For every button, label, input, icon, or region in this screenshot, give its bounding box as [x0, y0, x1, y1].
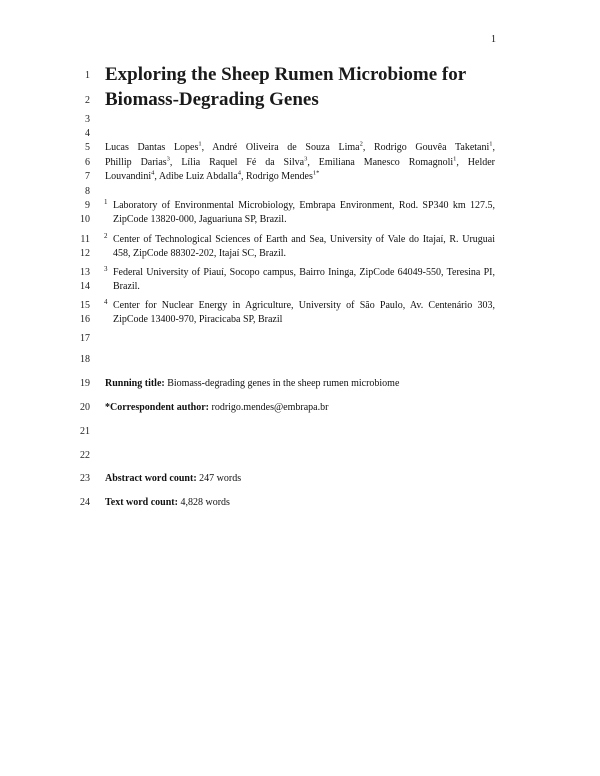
- author-name: Rodrigo Gouvêa Taketani: [373, 142, 490, 153]
- line-number: 1: [85, 70, 90, 81]
- author-affiliation-sup: 1*: [312, 169, 320, 177]
- author-affiliation-sup: 4: [237, 169, 241, 177]
- author-affiliation-sup: 1: [198, 140, 202, 148]
- line-number: 24: [80, 497, 90, 508]
- page-number: 1: [491, 34, 496, 45]
- text-word-count: [105, 497, 495, 508]
- author-affiliation-sup: 3: [166, 155, 170, 163]
- author-affiliation-sup: 2: [359, 140, 363, 148]
- author-name: Louvandini: [105, 171, 152, 182]
- affiliation-line-1: Federal University of Piauí, Socopo campus, Bairro Ininga, ZipCode 64049-550, Teresina PI,: [113, 267, 495, 278]
- line-number: 2: [85, 95, 90, 106]
- line-number: 20: [80, 402, 90, 413]
- author-name: Phillip Darias: [105, 157, 167, 168]
- affiliation-line-2: ZipCode 13400-970, Piracicaba SP, Brazil: [113, 314, 283, 325]
- line-number: 8: [85, 186, 90, 197]
- line-number: 18: [80, 354, 90, 365]
- correspondent-email: rodrigo.mendes@embrapa.br: [208, 402, 329, 413]
- affiliation-line-2: Brazil.: [113, 281, 140, 292]
- line-number: 21: [80, 426, 90, 437]
- author-line-1: Lucas Dantas Lopes$^1$, André Oliveira de Souza Lima$^2$, Rodrigo Gouvêa Taketani$^1$,: [105, 140, 496, 153]
- affiliation-line-2: ZipCode 13820-000, Jaguariuna SP, Brazil.: [113, 214, 287, 225]
- text-count-label: Text word count:: [105, 497, 178, 508]
- abstract-word-count: [105, 473, 495, 484]
- line-number: 10: [80, 214, 90, 225]
- author-name: Helder: [467, 157, 495, 168]
- author-line-2: Phillip Darias$^3$, Lília Raquel Fé da Silva$^3$, Emiliana Manesco Romagnoli$^1$, Helder: [105, 155, 495, 168]
- line-number: 19: [80, 378, 90, 389]
- line-number: 16: [80, 314, 90, 325]
- line-number: 6: [85, 157, 90, 168]
- affiliation-line-1: Center for Nuclear Energy in Agriculture, University of São Paulo, Av. Centenário 303,: [113, 300, 495, 311]
- author-name: Lucas Dantas Lopes: [105, 142, 199, 153]
- author-affiliation-sup: 3: [304, 155, 308, 163]
- author-name: Emiliana Manesco Romagnoli: [318, 157, 454, 168]
- line-number: 5: [85, 142, 90, 153]
- line-number: 13: [80, 267, 90, 278]
- paper-title-line-2: Biomass-Degrading Genes: [105, 89, 319, 110]
- line-number: 14: [80, 281, 90, 292]
- text-count-value: 4,828 words: [177, 497, 230, 508]
- affiliation-number: 4: [104, 298, 108, 306]
- running-title-label: Running title:: [105, 378, 165, 389]
- author-name: Adibe Luiz Abdalla: [158, 171, 238, 182]
- line-number: 22: [80, 450, 90, 461]
- correspondent-author: [105, 402, 495, 413]
- line-number: 7: [85, 171, 90, 182]
- affiliation-number: 1: [104, 198, 108, 206]
- author-affiliation-sup: 1: [453, 155, 457, 163]
- paper-title-line-1: Exploring the Sheep Rumen Microbiome for: [105, 64, 467, 85]
- running-title: [105, 378, 495, 389]
- correspondent-label: *Correspondent author:: [105, 402, 209, 413]
- author-affiliation-sup: 4: [151, 169, 155, 177]
- line-number: 17: [80, 333, 90, 344]
- affiliation-line-1: Laboratory of Environmental Microbiology, Embrapa Environment, Rod. SP340 km 127.5,: [113, 200, 495, 211]
- line-number: 4: [85, 128, 90, 139]
- abstract-count-label: Abstract word count:: [105, 473, 197, 484]
- affiliation-line-2: 458, ZipCode 88302-202, Itajaí SC, Brazil.: [113, 248, 287, 259]
- author-name: Lília Raquel Fé da Silva: [181, 157, 305, 168]
- line-number: 12: [80, 248, 90, 259]
- author-line-3: Louvandini$^4$, Adibe Luiz Abdalla$^4$, Rodrigo Mendes$^{1*}$: [105, 169, 320, 182]
- line-number: 11: [80, 234, 90, 245]
- author-name: Rodrigo Mendes: [245, 171, 313, 182]
- line-number: 15: [80, 300, 90, 311]
- line-number: 23: [80, 473, 90, 484]
- author-name: André Oliveira de Souza Lima: [212, 142, 360, 153]
- line-number: 3: [85, 114, 90, 125]
- running-title-value: Biomass-degrading genes in the sheep rumen microbiome: [164, 378, 400, 389]
- line-number: 9: [85, 200, 90, 211]
- abstract-count-value: 247 words: [196, 473, 242, 484]
- affiliation-number: 2: [104, 232, 108, 240]
- author-affiliation-sup: 1: [489, 140, 493, 148]
- affiliation-number: 3: [104, 265, 108, 273]
- affiliation-line-1: Center of Technological Sciences of Earth and Sea, University of Vale do Itajaí, R. Uruguai: [113, 234, 495, 245]
